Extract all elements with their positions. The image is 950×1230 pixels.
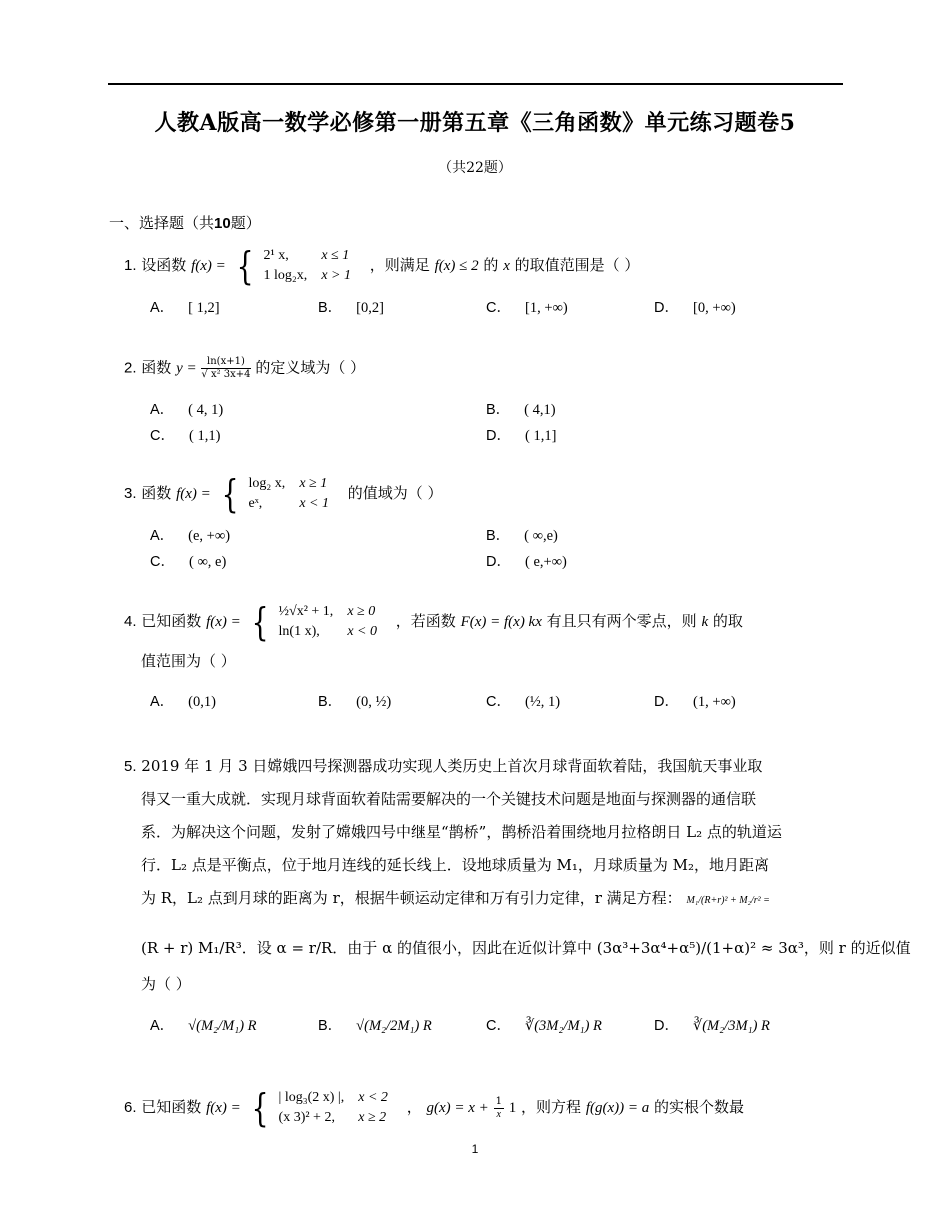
question-4-line2: 值范围为（ ） bbox=[141, 652, 236, 670]
question-1: 1. 设函数 f(x) = { 2¹ x, x ≤ 1 1 log₂x, x > 1 ，则满足 f(x) ≤ 2 的 x 的取值范围是（ ） bbox=[124, 244, 640, 288]
fraction: $\frac{\ln(x+1)}{\text{√ x² 3x+4}}$ bbox=[201, 356, 251, 380]
page-title: 人教A版高一数学必修第一册第五章《三角函数》单元练习题卷5 bbox=[154, 110, 796, 136]
option-2c: C． ( 1,1) bbox=[150, 428, 221, 444]
page-subtitle: （共22题） bbox=[438, 160, 512, 176]
header-rule bbox=[108, 83, 843, 85]
question-5-line1: 5. 2019 年 1 月 3 日嫦娥四号探测器成功实现人类历史上首次月球背面软着陆，我国航天事业取 bbox=[124, 757, 763, 775]
option-2a: A． ( 4, 1) bbox=[150, 402, 224, 418]
option-2b: B． ( 4,1) bbox=[486, 402, 556, 418]
fraction: $\frac{1}{x}$ bbox=[495, 1095, 502, 1120]
option-5c: C． ∛(3M₂/M₁) R bbox=[486, 1018, 602, 1034]
page-number: 1 bbox=[471, 1142, 479, 1156]
option-3a: A． (e, +∞) bbox=[150, 528, 231, 544]
question-5-line2: 得又一重大成就．实现月球背面软着陆需要解决的一个关键技术问题是地面与探测器的通信联 bbox=[141, 790, 757, 808]
option-4b: B． (0, ½) bbox=[318, 694, 392, 710]
option-4d: D． (1, +∞) bbox=[654, 694, 736, 710]
option-2d: D． ( 1,1] bbox=[486, 428, 557, 444]
brace: { bbox=[251, 1086, 269, 1130]
option-4a: A． (0,1) bbox=[150, 694, 216, 710]
piecewise-cases: log₂ x, x ≥ 1 eˣ, x < 1 bbox=[248, 476, 329, 511]
option-4c: C． (½, 1) bbox=[486, 694, 561, 710]
option-1c: C． [1, +∞) bbox=[486, 300, 568, 316]
question-5-line7: 为（ ） bbox=[141, 975, 191, 993]
brace: { bbox=[221, 472, 239, 516]
option-3c: C． ( ∞, e) bbox=[150, 554, 227, 570]
piecewise-cases: | log₃(2 x) |, x < 2 (x 3)² + 2, x ≥ 2 bbox=[278, 1090, 388, 1125]
option-1b: B． [0,2] bbox=[318, 300, 384, 316]
section-heading: 一、选择题（共10题） bbox=[109, 214, 261, 232]
option-5b: B． √(M₂/2M₁) R bbox=[318, 1018, 432, 1034]
question-5-line4: 行．L₂ 点是平衡点，位于地月连线的延长线上．设地球质量为 M₁，月球质量为 M₂，地月距离 bbox=[141, 856, 770, 874]
brace: { bbox=[251, 600, 269, 644]
option-5d: D． ∛(M₂/3M₁) R bbox=[654, 1018, 770, 1034]
piecewise-cases: 2¹ x, x ≤ 1 1 log₂x, x > 1 bbox=[263, 248, 351, 283]
option-1a: A． [ 1,2] bbox=[150, 300, 220, 316]
question-6: 6. 已知函数 f(x) = { | log₃(2 x) |, x < 2 (x 3)² + 2, x ≥ 2 ， g(x) = x + $\frac{1}{x}$ 1 ，则方程 f(g(x)) = a 的实根个数最 bbox=[124, 1086, 745, 1130]
option-3b: B． ( ∞,e) bbox=[486, 528, 558, 544]
question-3: 3. 函数 f(x) = { log₂ x, x ≥ 1 eˣ, x < 1 的值域为（ ） bbox=[124, 472, 443, 516]
question-4: 4. 已知函数 f(x) = { ½√x² + 1, x ≥ 0 ln(1 x), x < 0 ，若函数 F(x) = f(x) kx 有且只有两个零点，则 k 的取 bbox=[124, 600, 743, 644]
brace: { bbox=[236, 244, 254, 288]
question-2: 2. 函数 y = $\frac{\ln(x+1)}{\text{√ x² 3x+4}}$ 的定义域为（ ） bbox=[124, 356, 366, 380]
question-5-line3: 系．为解决这个问题，发射了嫦娥四号中继星“鹊桥”，鹊桥沿着围绕地月拉格朗日 L₂ 点的轨道运 bbox=[141, 823, 782, 841]
question-5-line6: (R + r) M₁/R³．设 α = r/R．由于 α 的值很小，因此在近似计算中 (3α³+3α⁴+α⁵)/(1+α)² ≈ 3α³，则 r 的近似值 bbox=[141, 939, 911, 957]
option-1d: D． [0, +∞) bbox=[654, 300, 736, 316]
option-5a: A． √(M₂/M₁) R bbox=[150, 1018, 257, 1034]
question-5-line5: 为 R，L₂ 点到月球的距离为 r，根据牛顿运动定律和万有引力定律，r 满足方程： M₁/(R+r)² + M₂/r² = bbox=[141, 889, 770, 907]
option-3d: D． ( e,+∞) bbox=[486, 554, 567, 570]
piecewise-cases: ½√x² + 1, x ≥ 0 ln(1 x), x < 0 bbox=[278, 604, 377, 639]
